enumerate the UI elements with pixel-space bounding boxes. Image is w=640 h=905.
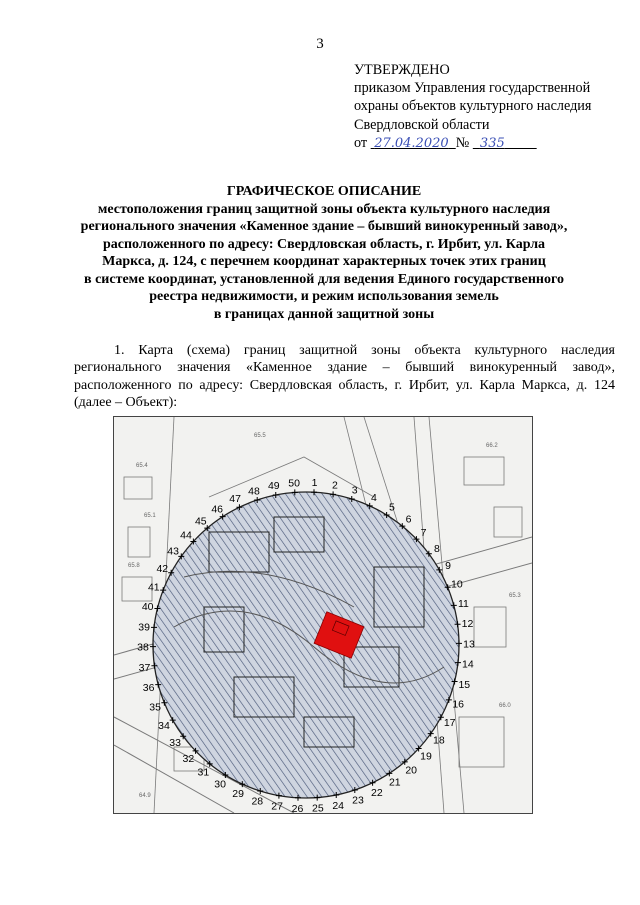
boundary-point-label: 12 xyxy=(461,617,474,630)
boundary-point-label: 31 xyxy=(197,766,210,779)
boundary-point-label: 2 xyxy=(331,479,338,492)
heading-line: расположенного по адресу: Свердловская область, г. Ирбит, ул. Карла xyxy=(102,236,546,252)
survey-mark-label: 66.2 xyxy=(486,443,498,449)
boundary-point-label: 6 xyxy=(405,513,412,526)
boundary-point-label: 3 xyxy=(351,484,358,497)
approval-title: УТВЕРЖДЕНО xyxy=(354,62,450,78)
protection-zone-map xyxy=(113,416,533,814)
boundary-point-label: 27 xyxy=(271,800,283,813)
approval-block xyxy=(354,61,634,153)
approval-number-sign: № xyxy=(455,134,470,151)
boundary-point-label: 7 xyxy=(420,527,427,540)
boundary-point-label: 36 xyxy=(142,682,155,695)
survey-mark-label: 66.0 xyxy=(499,703,511,709)
boundary-point-label: 18 xyxy=(433,734,445,747)
boundary-point-label: 42 xyxy=(156,563,169,575)
survey-mark-label: 65.5 xyxy=(254,433,266,439)
boundary-point-label: 11 xyxy=(457,597,469,610)
heading-line: реестра недвижимости, и режим использования земель xyxy=(149,289,499,304)
boundary-point-label: 39 xyxy=(138,621,150,634)
boundary-point-label: 19 xyxy=(420,750,432,763)
boundary-point-label: 47 xyxy=(229,493,241,506)
approval-number: 335 xyxy=(479,135,505,151)
page-number: 3 xyxy=(316,36,324,52)
boundary-point-label: 50 xyxy=(288,477,300,490)
survey-mark-label: 64.9 xyxy=(139,793,151,799)
boundary-point-label: 14 xyxy=(462,658,474,671)
boundary-point-label: 16 xyxy=(452,698,465,711)
boundary-point-label: 26 xyxy=(291,802,304,813)
survey-mark-label: 65.3 xyxy=(509,593,521,599)
boundary-point-label: 23 xyxy=(352,794,364,807)
section-paragraph xyxy=(74,342,615,411)
boundary-point-label: 34 xyxy=(158,720,170,732)
boundary-point-label: 9 xyxy=(445,560,451,572)
heading-line: регионального значения «Каменное здание – бывший винокуренный завод», xyxy=(80,219,568,234)
boundary-point-label: 21 xyxy=(388,776,401,789)
map-canvas xyxy=(114,417,532,813)
heading-line: в системе координат, установленной для ведения Единого государственного xyxy=(84,271,564,287)
boundary-point-label: 24 xyxy=(332,799,345,812)
boundary-point-label: 30 xyxy=(214,778,226,791)
heading-line: Маркса, д. 124, с перечнем координат характерных точек этих границ xyxy=(102,254,546,269)
approval-number-field xyxy=(473,135,537,151)
boundary-point-label: 45 xyxy=(194,515,207,528)
heading-line: ГРАФИЧЕСКОЕ ОПИСАНИЕ xyxy=(226,184,422,199)
boundary-point-label: 15 xyxy=(458,678,471,691)
heading-line: в границах данной защитной зоны xyxy=(213,306,435,322)
heading-line: местоположения границ защитной зоны объекта культурного наследия xyxy=(97,201,551,217)
paragraph-text: Карта (схема) границ защитной зоны объекта культурного наследия регионального значения «Каменное здание – бывший винокуренный завод», расположенного по адресу: Свердловская область, г. Ирбит, ул. Карла Маркса, д. 124 (далее – Объект): xyxy=(74,343,615,410)
boundary-point-label: 33 xyxy=(169,737,181,750)
document-heading xyxy=(40,183,608,323)
approval-line-1: приказом Управления государственной xyxy=(354,80,591,97)
boundary-point-label: 44 xyxy=(180,529,192,542)
boundary-point-label: 1 xyxy=(311,477,318,490)
boundary-point-label: 43 xyxy=(167,545,179,558)
boundary-point-label: 4 xyxy=(370,491,377,504)
boundary-point-label: 40 xyxy=(141,601,154,614)
boundary-point-label: 17 xyxy=(443,717,456,729)
boundary-point-label: 20 xyxy=(405,764,418,777)
boundary-point-label: 49 xyxy=(267,480,280,493)
boundary-point-label: 41 xyxy=(147,581,160,594)
survey-mark-label: 65.8 xyxy=(128,563,140,569)
approval-date: 27.04.2020 xyxy=(374,135,449,151)
boundary-point-label: 8 xyxy=(433,542,440,555)
approval-line-2: охраны объектов культурного наследия xyxy=(354,98,592,115)
approval-date-line xyxy=(354,134,634,153)
paragraph-number: 1. xyxy=(114,343,125,358)
boundary-point-label: 5 xyxy=(388,501,395,514)
approval-from: от xyxy=(354,134,368,151)
boundary-point-label: 28 xyxy=(251,795,264,808)
approval-date-field xyxy=(371,135,456,151)
boundary-point-label: 38 xyxy=(137,641,149,654)
boundary-point-label: 37 xyxy=(138,662,151,675)
survey-mark-label: 65.4 xyxy=(136,463,148,469)
boundary-point-label: 35 xyxy=(149,701,161,714)
boundary-point-label: 13 xyxy=(463,638,475,651)
boundary-point-label: 46 xyxy=(211,503,224,516)
survey-mark-label: 65.1 xyxy=(144,513,156,519)
boundary-point-label: 25 xyxy=(312,802,324,813)
boundary-point-label: 32 xyxy=(182,752,195,765)
approval-line-3: Свердловской области xyxy=(354,116,490,133)
boundary-point-label: 48 xyxy=(248,485,260,498)
boundary-point-label: 22 xyxy=(371,786,383,799)
boundary-point-label: 29 xyxy=(232,788,244,801)
boundary-point-label: 10 xyxy=(451,578,463,591)
